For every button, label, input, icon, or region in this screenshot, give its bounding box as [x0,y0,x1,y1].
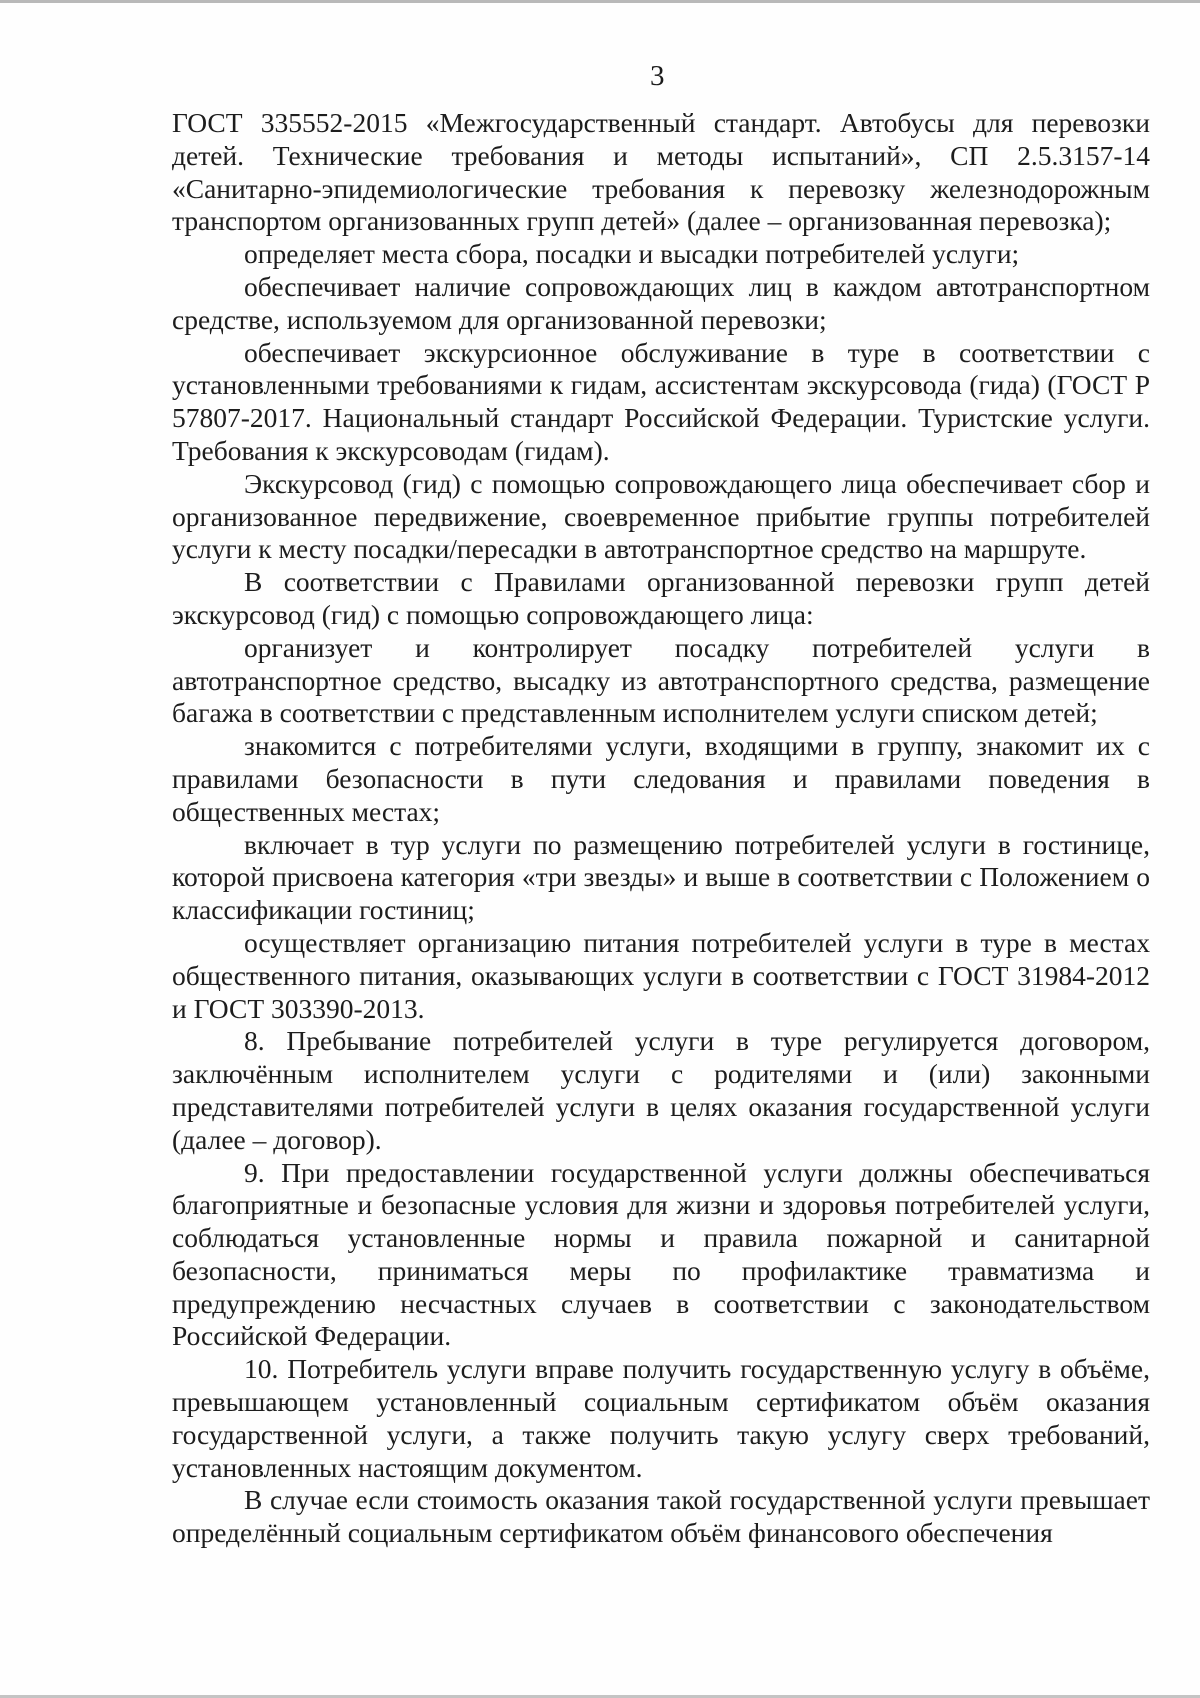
paragraph-cost-exceeds: В случае если стоимость оказания такой государственной услуги превышает определённый социальным сертификатом объём финансового обеспечения [172,1484,1150,1549]
paragraph-gost-continuation: ГОСТ 335552-2015 «Межгосударственный стандарт. Автобусы для перевозки детей. Технические требования и методы испытаний», СП 2.5.3157-14 «Санитарно-эпидемиологические требования к перевозку железнодорожным транспортом организованных групп детей» (далее – организованная перевозка); [172,107,1150,237]
document-body [172,107,1150,1550]
paragraph-boarding-points: определяет места сбора, посадки и высадки потребителей услуги; [244,238,1020,270]
page-number: 3 [650,60,665,92]
paragraph-boarding-control: организует и контролирует посадку потребителей услуги в автотранспортное средство, высадку из автотранспортного средства, размещение багажа в соответствии с представленным исполнителем услуги списком детей; [172,631,1150,729]
paragraph-safety-briefing: знакомится с потребителями услуги, входящими в группу, знакомит их с правилами безопасности в пути следования и правилами поведения в общественных местах; [172,730,1150,827]
paragraph-item-10: 10. Потребитель услуги вправе получить государственную услугу в объёме, превышающем установленный социальным сертификатом объём оказания государственной услуги, а также получить такую услугу сверх требований, установленных настоящим документом. [172,1353,1150,1483]
paragraph-transport-rules: В соответствии с Правилами организованной перевозки групп детей экскурсовод (гид) с помощью сопровождающего лица: [172,566,1150,630]
paragraph-guide-duties: Экскурсовод (гид) с помощью сопровождающего лица обеспечивает сбор и организованное передвижение, своевременное прибытие группы потребителей услуги к месту посадки/пересадки в автотранспортное средство на маршруте. [172,467,1150,565]
paragraph-accommodation: включает в тур услуги по размещению потребителей услуги в гостинице, которой присвоена категория «три звезды» и выше в соответствии с Положением о классификации гостиниц; [172,828,1150,926]
paragraph-excursion-service: обеспечивает экскурсионное обслуживание в туре в соответствии с установленными требованиями к гидам, ассистентам экскурсовода (гида) (ГОСТ Р 57807-2017. Национальный стандарт Российской Федерации. Туристские услуги. Требования к экскурсоводам (гидам). [172,336,1150,466]
paragraph-catering: осуществляет организацию питания потребителей услуги в туре в местах общественного питания, оказывающих услуги в соответствии с ГОСТ 31984-2012 и ГОСТ 303390-2013. [172,926,1150,1024]
scan-top-edge [0,0,1200,3]
paragraph-item-8: 8. Пребывание потребителей услуги в туре регулируется договором, заключённым исполнителем услуги с родителями и (или) законными представителями потребителей услуги в целях оказания государственной услуги (далее – договор). [172,1025,1150,1155]
paragraph-item-9: 9. При предоставлении государственной услуги должны обеспечиваться благоприятные и безопасные условия для жизни и здоровья потребителей услуги, соблюдаться установленные нормы и правила пожарной и санитарной безопасности, приниматься меры по профилактике травматизма и предупреждению несчастных случаев в соответствии с законодательством Российской Федерации. [172,1156,1150,1352]
paragraph-escorts: обеспечивает наличие сопровождающих лиц в каждом автотранспортном средстве, используемом для организованной перевозки; [172,270,1150,335]
